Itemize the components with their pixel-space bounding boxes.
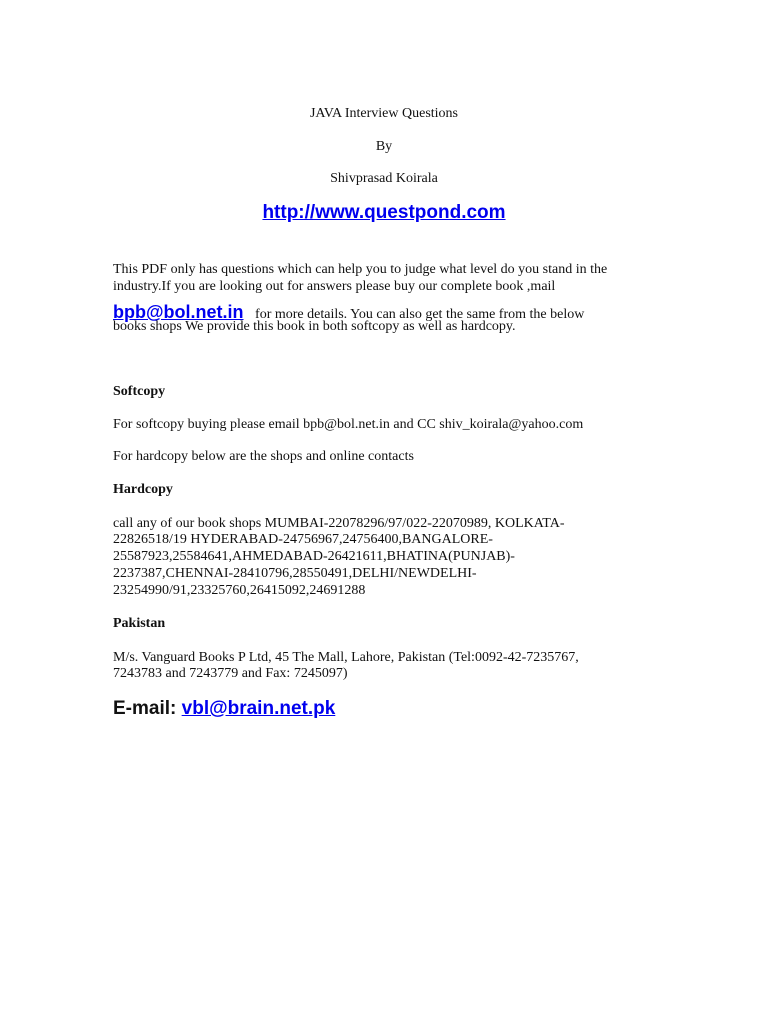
vanguard-email-link[interactable]: vbl@brain.net.pk	[181, 698, 336, 719]
hardcopy-intro: For hardcopy below are the shops and online contacts	[113, 449, 414, 464]
pakistan-heading: Pakistan	[113, 616, 166, 631]
intro-line-2: industry.If you are looking out for answers please buy our complete book ,mail	[113, 279, 556, 294]
website-link[interactable]: http://www.questpond.com	[262, 202, 506, 223]
hardcopy-line-3: 25587923,25584641,AHMEDABAD-26421611,BHATINA(PUNJAB)-	[113, 549, 515, 564]
hardcopy-line-5: 23254990/91,23325760,26415092,24691288	[113, 583, 366, 598]
pakistan-line-1: M/s. Vanguard Books P Ltd, 45 The Mall, Lahore, Pakistan (Tel:0092-42-7235767,	[113, 650, 579, 665]
softcopy-heading: Softcopy	[113, 384, 166, 399]
intro-line-3-text: for more details. You can also get the same from the below	[255, 307, 585, 322]
hardcopy-line-1: call any of our book shops MUMBAI-22078296/97/022-22070989, KOLKATA-	[113, 516, 565, 531]
pakistan-line-2: 7243783 and 7243779 and Fax: 7245097)	[113, 666, 348, 681]
hardcopy-line-4: 2237387,CHENNAI-28410796,28550491,DELHI/NEWDELHI-	[113, 566, 477, 581]
email-label: E-mail:	[113, 698, 177, 719]
hardcopy-heading: Hardcopy	[113, 482, 173, 497]
intro-line-1: This PDF only has questions which can help you to judge what level do you stand in the	[113, 262, 608, 277]
pakistan-email-line	[113, 698, 335, 720]
document-title: JAVA Interview Questions	[309, 106, 459, 121]
bpb-mail-link[interactable]: bpb@bol.net.in	[113, 302, 244, 322]
softcopy-text: For softcopy buying please email bpb@bol.net.in and CC shiv_koirala@yahoo.com	[113, 417, 584, 432]
byline-by: By	[375, 139, 393, 154]
intro-line-4: books shops We provide this book in both softcopy as well as hardcopy.	[113, 319, 516, 334]
author-name: Shivprasad Koirala	[330, 171, 438, 186]
hardcopy-line-2: 22826518/19 HYDERABAD-24756967,24756400,BANGALORE-	[113, 532, 493, 547]
